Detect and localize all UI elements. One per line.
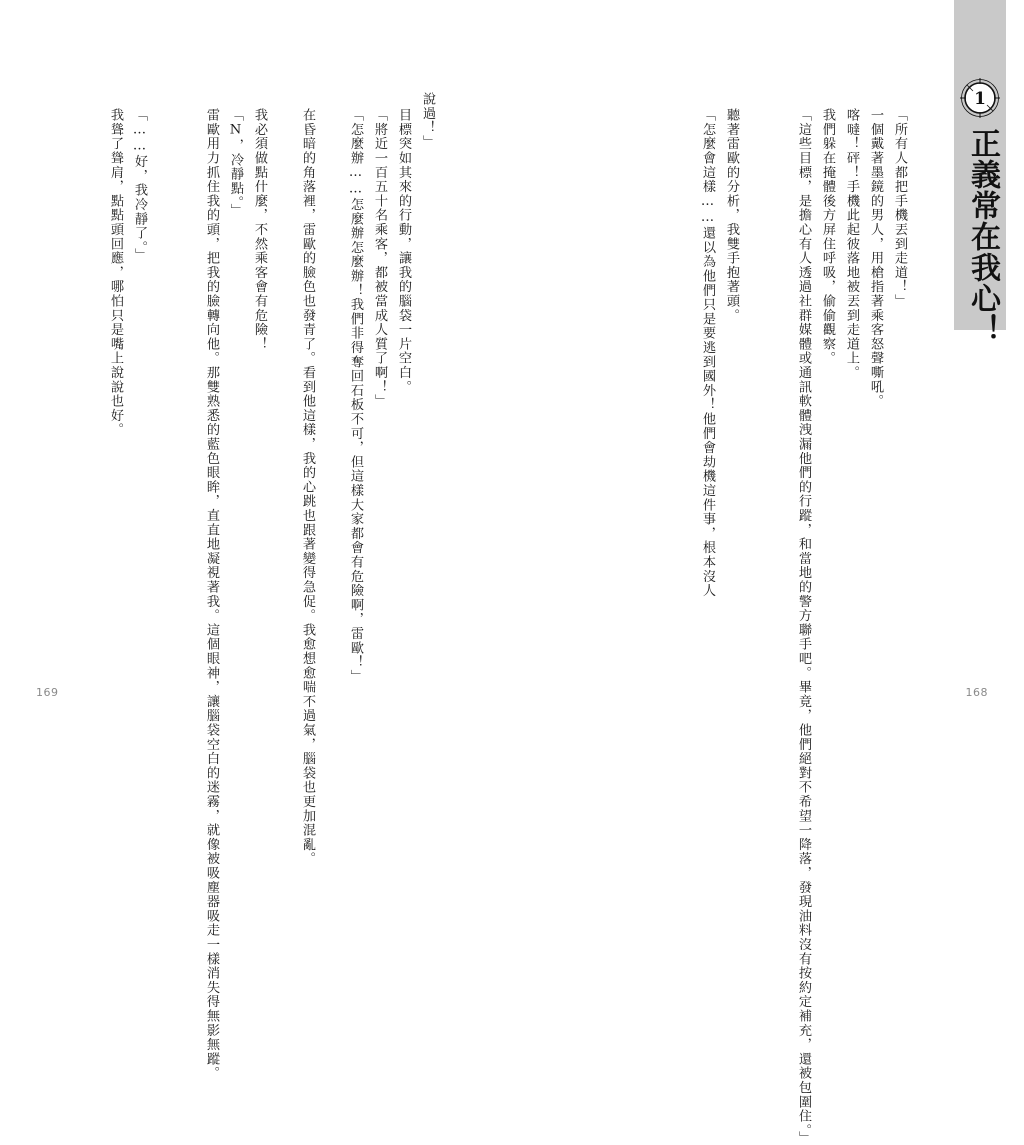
body-line: 聽著雷歐的分析，我雙手抱著頭。 (724, 108, 739, 323)
page-left (0, 0, 512, 1081)
body-line: 「怎麼會這樣……還以為他們只是要逃到國外！他們會劫機這件事，根本沒人 (700, 108, 715, 598)
body-line: 「這些目標，是擔心有人透過社群媒體或通訊軟體洩漏他們的行蹤，和當地的警方聯手吧。畢竟，他們絕對不希望一降落，發現油料沒有按約定補充，還被包圍住。」 (796, 108, 811, 1145)
body-line: 我必須做點什麼，不然乘客會有危險！ (252, 108, 267, 352)
page-right (512, 0, 1024, 1145)
crosshair-target-icon (960, 78, 1000, 118)
body-line: 「怎麼辦……怎麼辦怎麼辦！我們非得奪回石板不可，但這樣大家都會有危險啊，雷歐！」 (348, 108, 363, 684)
body-line: 我聳了聳肩，點點頭回應，哪怕只是嘴上說說也好。 (108, 108, 123, 437)
body-line: 「所有人都把手機丟到走道！」 (892, 108, 907, 309)
body-line: 雷歐用力抓住我的頭，把我的臉轉向他。那雙熟悉的藍色眼眸，直直地凝視著我。這個眼神，讓腦袋空白的迷霧，就像被吸塵器吸走一樣消失得無影無蹤。 (204, 108, 219, 1081)
body-line: 說過！」 (420, 92, 435, 150)
body-line: 目標突如其來的行動，讓我的腦袋一片空白。 (396, 108, 411, 394)
body-line: 一個戴著墨鏡的男人，用槍指著乘客怒聲嘶吼。 (868, 108, 883, 409)
body-line: 「……好，我冷靜了。」 (132, 108, 147, 263)
chapter-title: 正義常在我心！ (965, 128, 1000, 345)
body-line: 喀噠！砰！手機此起彼落地被丟到走道上。 (844, 108, 859, 380)
page-number-right: 168 (965, 686, 988, 699)
body-line: 我們躲在掩體後方屏住呼吸，偷偷觀察。 (820, 108, 835, 366)
svg-text:1: 1 (974, 89, 986, 109)
body-line: 「N，冷靜點。」 (228, 108, 243, 218)
body-line: 「將近一百五十名乘客，都被當成人質了啊！」 (372, 108, 387, 409)
body-line: 在昏暗的角落裡，雷歐的臉色也發青了。看到他這樣，我的心跳也跟著變得急促。我愈想愈喘不過氣，腦袋也更加混亂。 (300, 108, 315, 866)
page-number-left: 169 (36, 686, 59, 699)
